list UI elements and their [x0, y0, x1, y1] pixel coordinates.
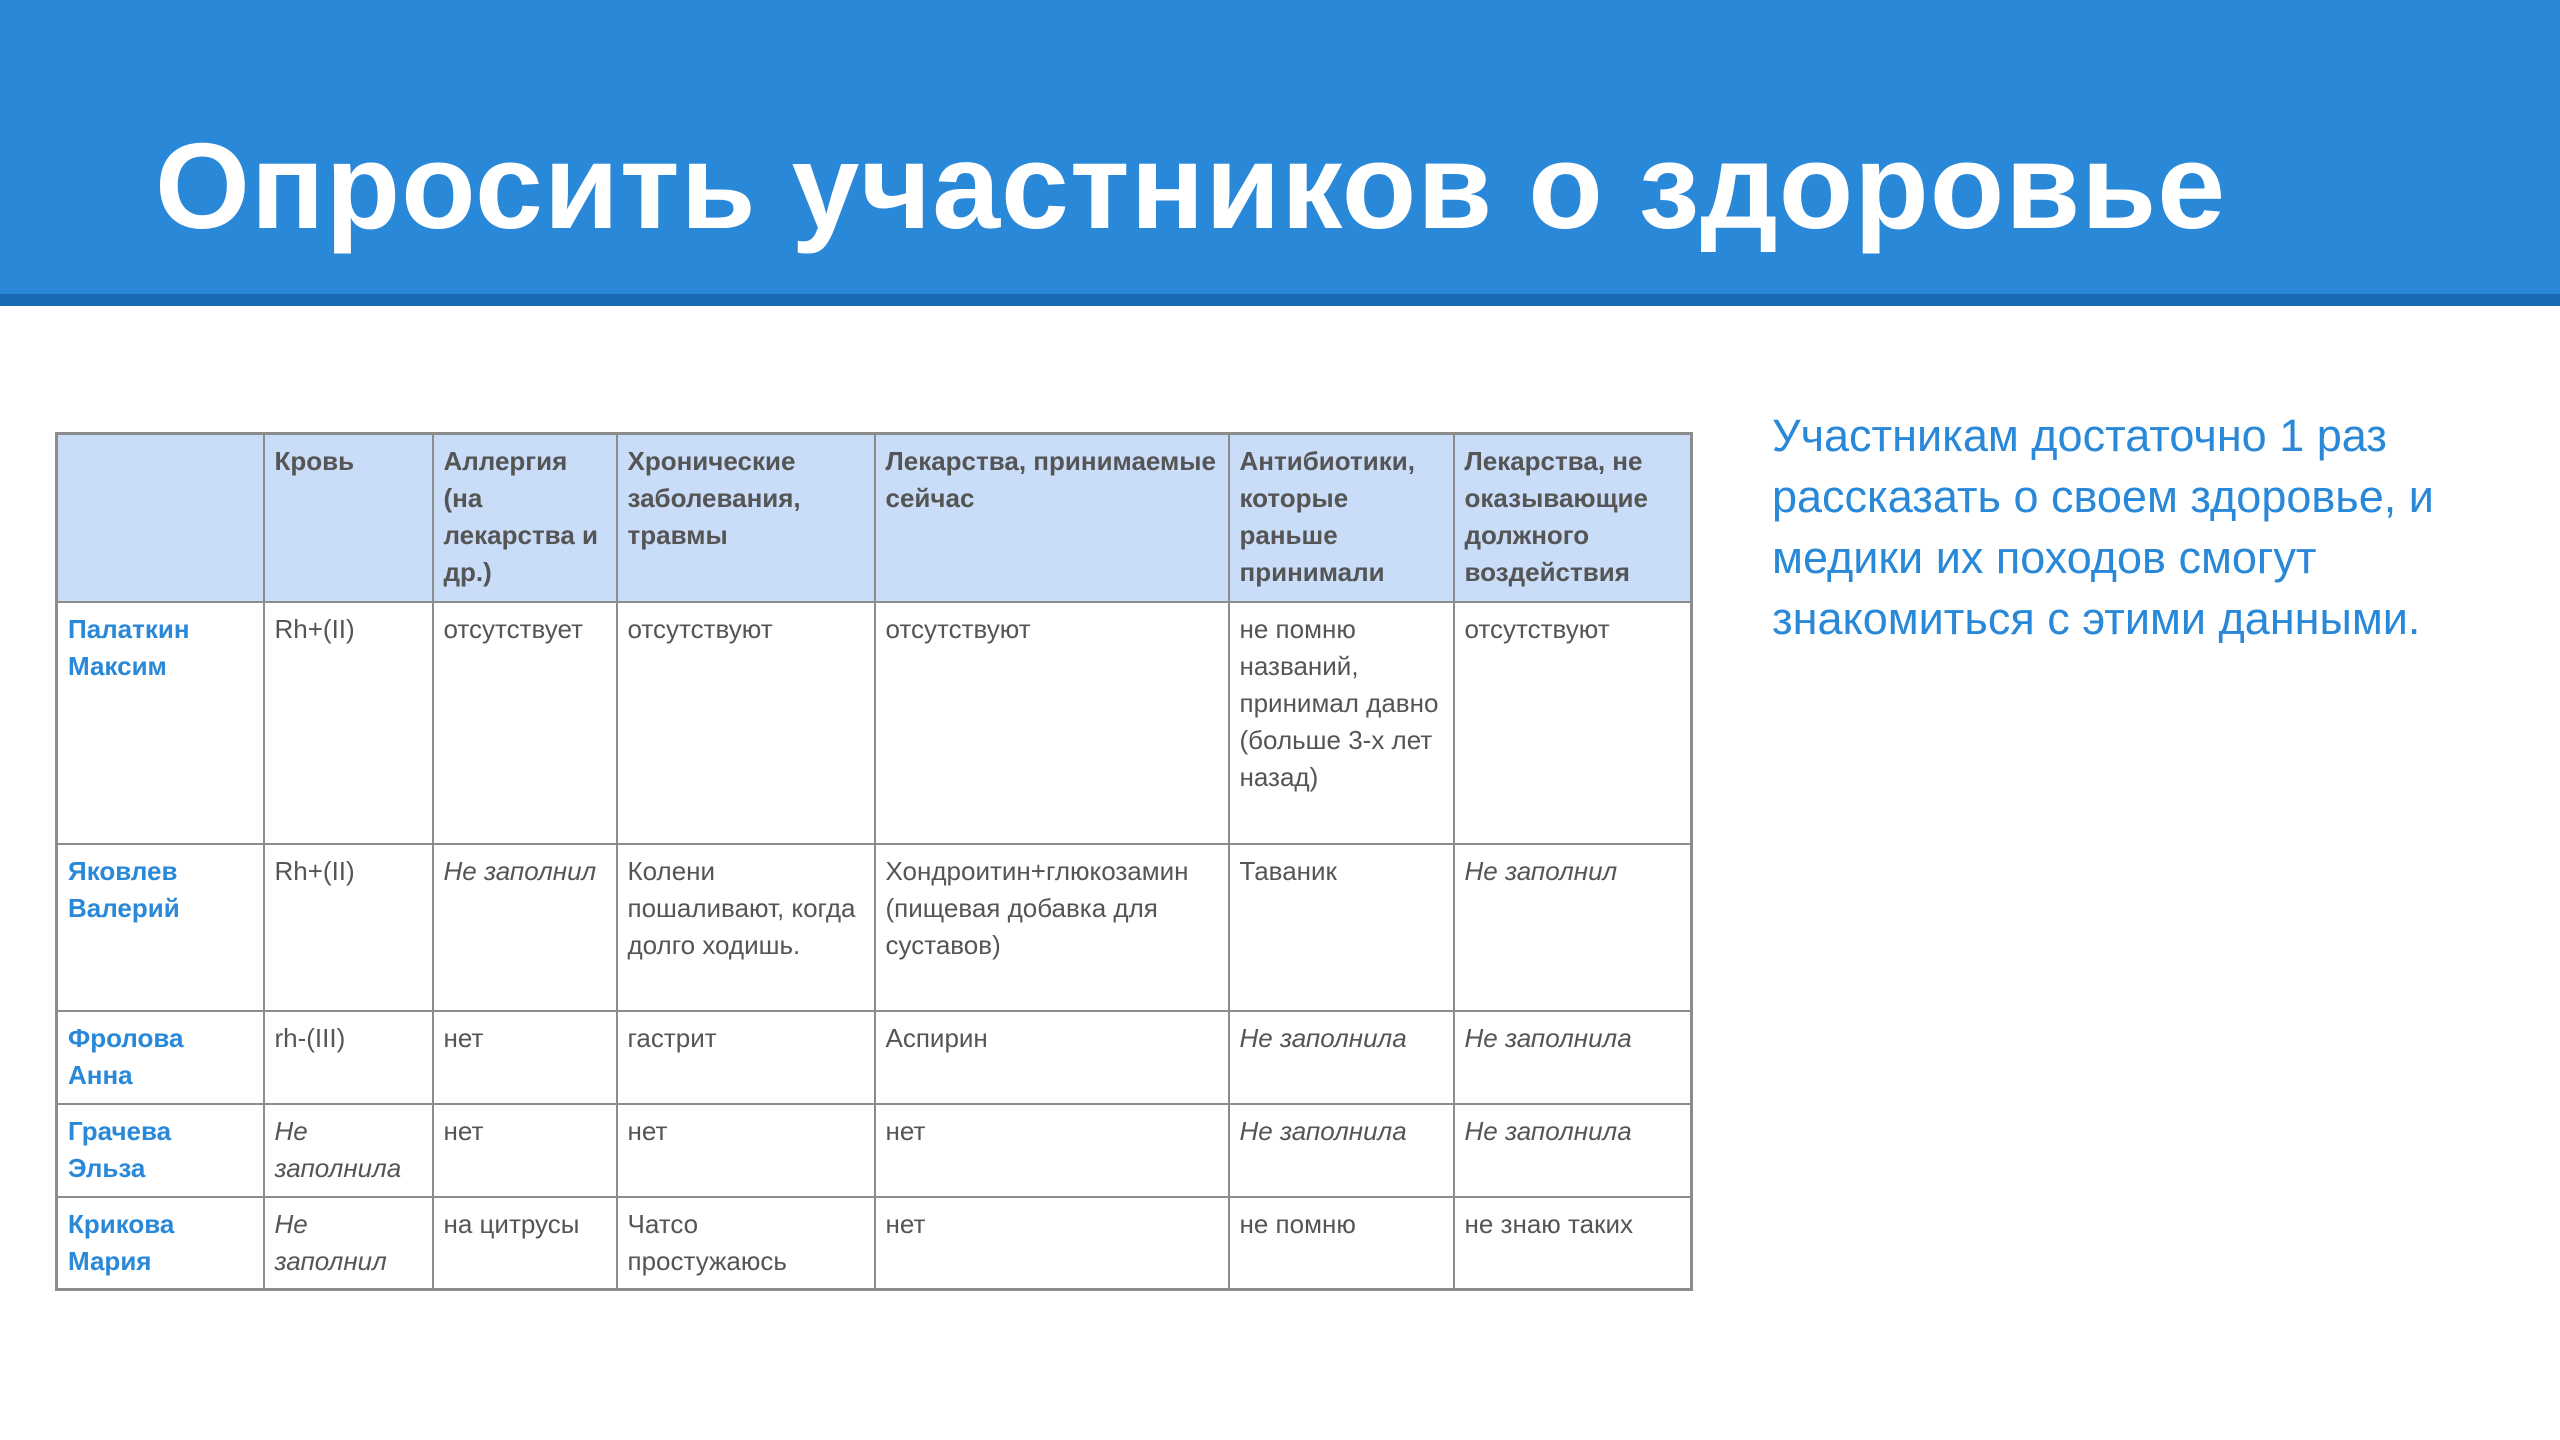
- meds-now-cell: нет: [875, 1197, 1229, 1290]
- chronic-cell: Чатсо простужаюсь: [617, 1197, 875, 1290]
- allergy-cell: Не заполнил: [433, 844, 617, 1011]
- ineffective-cell: Не заполнила: [1454, 1104, 1692, 1197]
- blood-cell: Не заполнил: [264, 1197, 433, 1290]
- allergy-cell: отсутствует: [433, 602, 617, 844]
- participant-name: Палаткин Максим: [57, 602, 264, 844]
- health-table-wrapper: [55, 432, 1693, 1291]
- ineffective-cell: Не заполнила: [1454, 1011, 1692, 1104]
- table-row: [57, 1011, 1692, 1104]
- blood-cell: Не заполнила: [264, 1104, 433, 1197]
- participant-name: Яковлев Валерий: [57, 844, 264, 1011]
- participant-name: Фролова Анна: [57, 1011, 264, 1104]
- allergy-cell: на цитрусы: [433, 1197, 617, 1290]
- header-cell-allergy: Аллергия (на лекарства и др.): [433, 434, 617, 602]
- chronic-cell: нет: [617, 1104, 875, 1197]
- table-row: [57, 844, 1692, 1011]
- ineffective-cell: не знаю таких: [1454, 1197, 1692, 1290]
- allergy-cell: нет: [433, 1011, 617, 1104]
- antibiotics-cell: Таваник: [1229, 844, 1454, 1011]
- meds-now-cell: Хондроитин+глюкозамин (пищевая добавка для суставов): [875, 844, 1229, 1011]
- header-cell-blood: Кровь: [264, 434, 433, 602]
- title-bar: [0, 0, 2560, 306]
- blood-cell: Rh+(II): [264, 602, 433, 844]
- chronic-cell: Колени пошаливают, когда долго ходишь.: [617, 844, 875, 1011]
- health-survey-table: [55, 432, 1693, 1291]
- participant-name: Грачева Эльза: [57, 1104, 264, 1197]
- antibiotics-cell: Не заполнила: [1229, 1104, 1454, 1197]
- antibiotics-cell: Не заполнила: [1229, 1011, 1454, 1104]
- table-row: [57, 602, 1692, 844]
- meds-now-cell: отсутствуют: [875, 602, 1229, 844]
- header-cell-ineffective: Лекарства, не оказывающие должного воздействия: [1454, 434, 1692, 602]
- antibiotics-cell: не помню названий, принимал давно (больше 3-х лет назад): [1229, 602, 1454, 844]
- table-row: [57, 1104, 1692, 1197]
- allergy-cell: нет: [433, 1104, 617, 1197]
- slide-note: Участникам достаточно 1 раз рассказать о своем здоровье, и медики их походов смогут знакомиться с этими данными.: [1772, 410, 2434, 644]
- slide-title: Опросить участников о здоровье: [155, 118, 2227, 254]
- ineffective-cell: отсутствуют: [1454, 602, 1692, 844]
- blood-cell: Rh+(II): [264, 844, 433, 1011]
- blood-cell: rh-(III): [264, 1011, 433, 1104]
- chronic-cell: отсутствуют: [617, 602, 875, 844]
- table-header-row: [57, 434, 1692, 602]
- header-cell-chronic: Хронические заболевания, травмы: [617, 434, 875, 602]
- header-cell-antibiotics: Антибиотики, которые раньше принимали: [1229, 434, 1454, 602]
- participant-name: Крикова Мария: [57, 1197, 264, 1290]
- chronic-cell: гастрит: [617, 1011, 875, 1104]
- header-cell-meds-now: Лекарства, принимаемые сейчас: [875, 434, 1229, 602]
- meds-now-cell: нет: [875, 1104, 1229, 1197]
- ineffective-cell: Не заполнил: [1454, 844, 1692, 1011]
- antibiotics-cell: не помню: [1229, 1197, 1454, 1290]
- meds-now-cell: Аспирин: [875, 1011, 1229, 1104]
- header-cell-participant: [57, 434, 264, 602]
- table-row: [57, 1197, 1692, 1290]
